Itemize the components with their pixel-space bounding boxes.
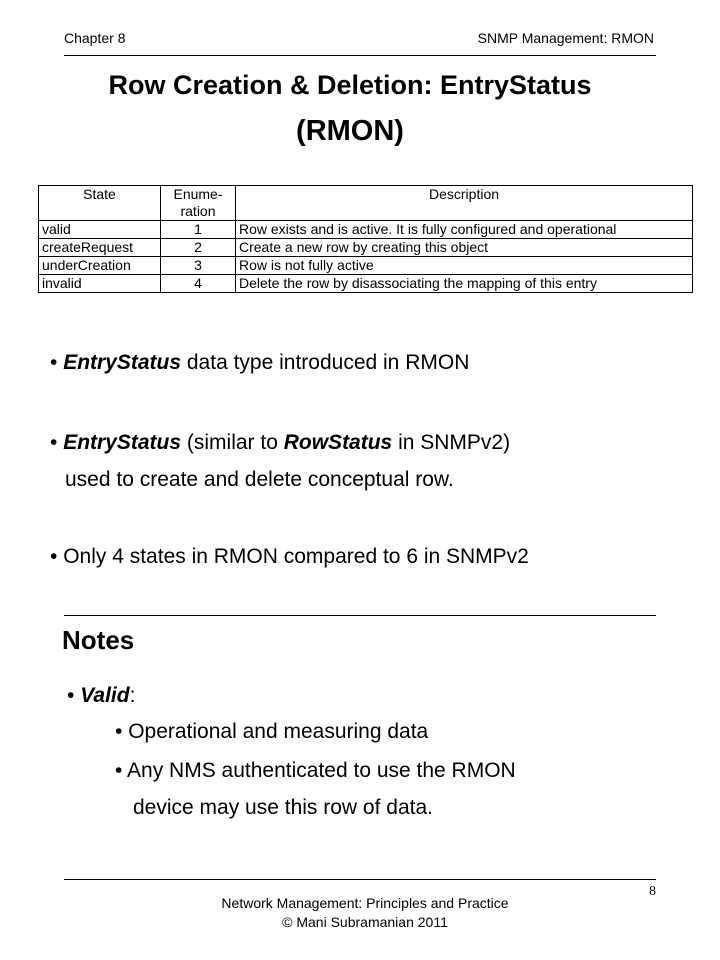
header-divider <box>64 55 656 56</box>
table-row <box>39 239 693 257</box>
table-row <box>39 275 693 293</box>
footer-copyright: © Mani Subramanian 2011 <box>282 914 448 930</box>
bullet-text: data type introduced in RMON <box>181 351 470 374</box>
bullet-continuation: device may use this row of data. <box>133 796 433 819</box>
bullet-text: Only 4 states in RMON compared to 6 in SNMPv2 <box>63 545 529 568</box>
bullet-text: Any NMS authenticated to use the RMON <box>127 759 516 782</box>
header-description: Description <box>236 186 693 221</box>
notes-heading: Notes <box>62 625 135 655</box>
bullet-text: (similar to <box>181 431 284 454</box>
cell-state: createRequest <box>39 239 161 257</box>
notes-divider <box>64 615 656 616</box>
bullet-continuation: used to create and delete conceptual row. <box>65 468 454 491</box>
cell-description: Delete the row by disassociating the mapping of this entry <box>236 275 693 293</box>
page-number: 8 <box>649 884 656 899</box>
cell-description: Row is not fully active <box>236 257 693 275</box>
table-header-row <box>39 186 693 221</box>
cell-enum: 4 <box>161 275 236 293</box>
cell-state: valid <box>39 221 161 239</box>
notes-sub-bullet: • Any NMS authenticated to use the RMON <box>115 759 516 782</box>
table-row <box>39 221 693 239</box>
emph-entrystatus: EntryStatus <box>63 431 182 454</box>
bullet-entrystatus-intro: • EntryStatus data type introduced in RMON <box>50 351 470 374</box>
emph-entrystatus: EntryStatus <box>63 351 182 374</box>
bullet-text: in SNMPv2) <box>392 431 511 454</box>
footer-book-title: Network Management: Principles and Practice <box>221 895 509 911</box>
cell-state: underCreation <box>39 257 161 275</box>
cell-description: Row exists and is active. It is fully configured and operational <box>236 221 693 239</box>
emph-valid: Valid <box>80 684 130 707</box>
emph-rowstatus: RowStatus <box>283 431 393 454</box>
bullet-entrystatus-similar: • EntryStatus (similar to RowStatus in SNMPv2) <box>50 431 511 454</box>
bullet-states-comparison: • Only 4 states in RMON compared to 6 in SNMPv2 <box>50 545 529 568</box>
cell-enum: 1 <box>161 221 236 239</box>
valid-suffix: : <box>129 684 136 707</box>
slide-title: Row Creation & Deletion: EntryStatus <box>108 70 592 100</box>
table-row <box>39 257 693 275</box>
bullet-text: Operational and measuring data <box>128 720 429 743</box>
notes-sub-bullet: • Operational and measuring data <box>115 720 429 743</box>
section-label: SNMP Management: RMON <box>477 30 654 46</box>
entry-status-table <box>38 185 693 293</box>
cell-description: Create a new row by creating this object <box>236 239 693 257</box>
cell-enum: 2 <box>161 239 236 257</box>
chapter-label: Chapter 8 <box>64 30 126 46</box>
cell-state: invalid <box>39 275 161 293</box>
slide-title-line2: (RMON) <box>296 115 404 147</box>
header-enumeration: Enume- ration <box>161 186 236 221</box>
footer-divider <box>64 879 656 880</box>
cell-enum: 3 <box>161 257 236 275</box>
notes-bullet-valid: • Valid: <box>67 684 136 707</box>
header-state: State <box>39 186 161 221</box>
